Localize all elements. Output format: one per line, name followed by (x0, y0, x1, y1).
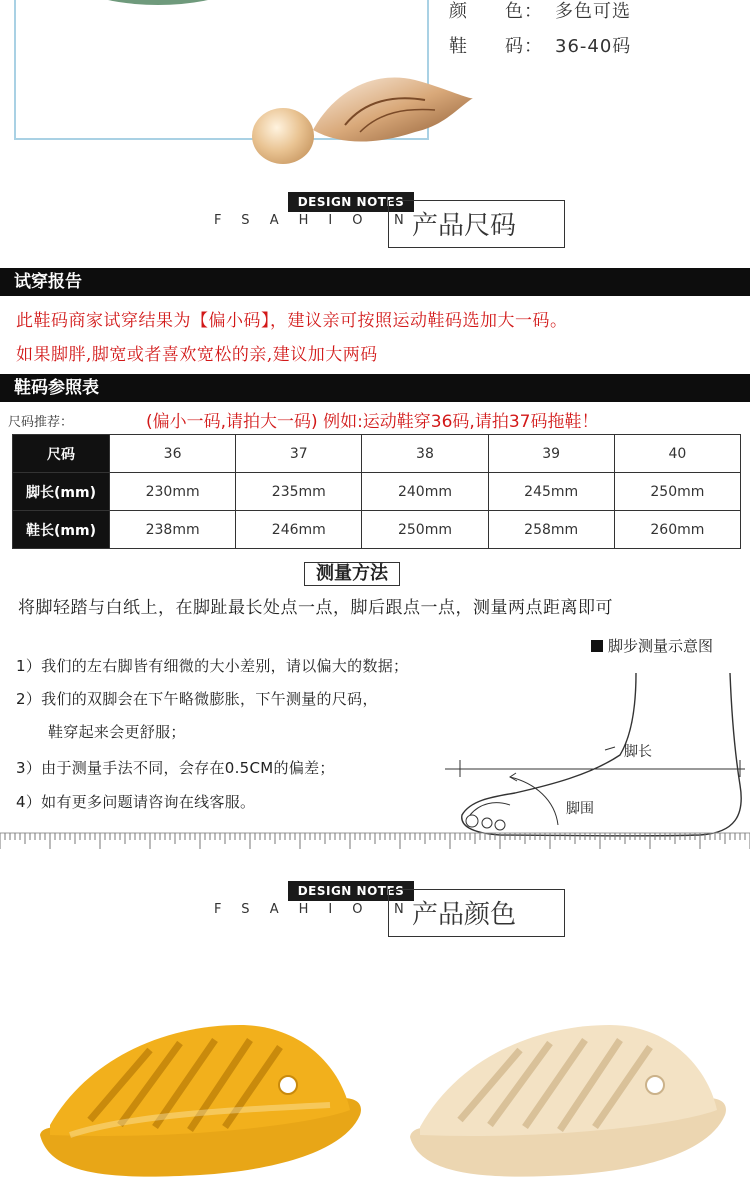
section-title: 产品颜色 (412, 900, 517, 930)
spec-key: 颜 (449, 1, 468, 22)
spec-key-suffix: 码： (505, 36, 543, 57)
measure-note: 鞋穿起来会更舒服； (48, 723, 186, 741)
foot-diagram (440, 665, 750, 845)
green-sandal-image (38, 0, 278, 5)
section-heading-size (0, 192, 750, 252)
row-header: 尺码 (13, 435, 110, 473)
table-cell: 240mm (362, 473, 488, 511)
spec-key-suffix: 色： (505, 1, 543, 22)
table-cell: 38 (362, 435, 488, 473)
table-cell: 238mm (110, 511, 236, 549)
section-heading-color (0, 881, 750, 941)
spec-color (449, 0, 631, 23)
recommend-label: 尺码推荐： (8, 415, 74, 430)
table-cell: 39 (488, 435, 614, 473)
table-cell: 250mm (614, 473, 740, 511)
conch-shell-image (305, 70, 475, 150)
table-cell: 36 (110, 435, 236, 473)
measure-note: 3）由于测量手法不同，会存在0.5CM的偏差； (16, 759, 335, 777)
fashion-letter-n: N (394, 213, 404, 228)
fashion-letters: FSAHIO (214, 902, 383, 917)
table-cell: 258mm (488, 511, 614, 549)
diagram-title (591, 635, 713, 656)
diagram-title-text: 脚步测量示意图 (608, 637, 714, 655)
fashion-letter-n: N (394, 902, 404, 917)
table-cell: 245mm (488, 473, 614, 511)
trial-report-line-1: 此鞋码商家试穿结果为【偏小码】，建议亲可按照运动鞋码选加大一码。 (16, 311, 568, 331)
measure-description: 将脚轻踏与白纸上，在脚趾最长处点一点，脚后跟点一点，测量两点距离即可 (18, 598, 613, 618)
measure-note: 4）如有更多问题请咨询在线客服。 (16, 793, 256, 811)
size-chart-bar: 鞋码参照表 (0, 374, 750, 402)
design-notes-badge: DESIGN NOTES (288, 192, 414, 212)
row-header: 鞋长(mm) (13, 511, 110, 549)
section-title: 产品尺码 (412, 211, 517, 241)
fashion-letters: FSAHIO (214, 213, 383, 228)
size-table (12, 434, 741, 549)
table-cell: 250mm (362, 511, 488, 549)
row-header: 脚长(mm) (13, 473, 110, 511)
square-bullet-icon (591, 640, 603, 652)
table-row (13, 473, 741, 511)
measure-note: 1）我们的左右脚皆有细微的大小差别，请以偏大的数据； (16, 657, 409, 675)
foot-length-label: 脚长 (624, 744, 652, 760)
foot-girth-label: 脚围 (566, 801, 594, 817)
spec-size (449, 32, 631, 58)
measure-title: 测量方法 (304, 562, 400, 586)
yellow-sandal-image (30, 1015, 370, 1178)
spec-key: 鞋 (449, 36, 468, 57)
table-row (13, 435, 741, 473)
ruler-decoration (0, 832, 750, 852)
spec-value: 36-40码 (555, 36, 632, 57)
table-cell: 37 (236, 435, 362, 473)
table-cell: 230mm (110, 473, 236, 511)
measure-note: 2）我们的双脚会在下午略微膨胀，下午测量的尺码， (16, 690, 378, 708)
spec-value: 多色可选 (555, 1, 631, 22)
table-cell: 40 (614, 435, 740, 473)
recommend-text: (偏小一码,请拍大一码) 例如:运动鞋穿36码,请拍37码拖鞋！ (146, 412, 599, 432)
table-row (13, 511, 741, 549)
trial-report-line-2: 如果脚胖,脚宽或者喜欢宽松的亲,建议加大两码 (16, 345, 378, 365)
cream-sandal-image (405, 1015, 735, 1178)
trial-report-bar: 试穿报告 (0, 268, 750, 296)
table-cell: 246mm (236, 511, 362, 549)
table-cell: 235mm (236, 473, 362, 511)
table-cell: 260mm (614, 511, 740, 549)
design-notes-badge: DESIGN NOTES (288, 881, 414, 901)
